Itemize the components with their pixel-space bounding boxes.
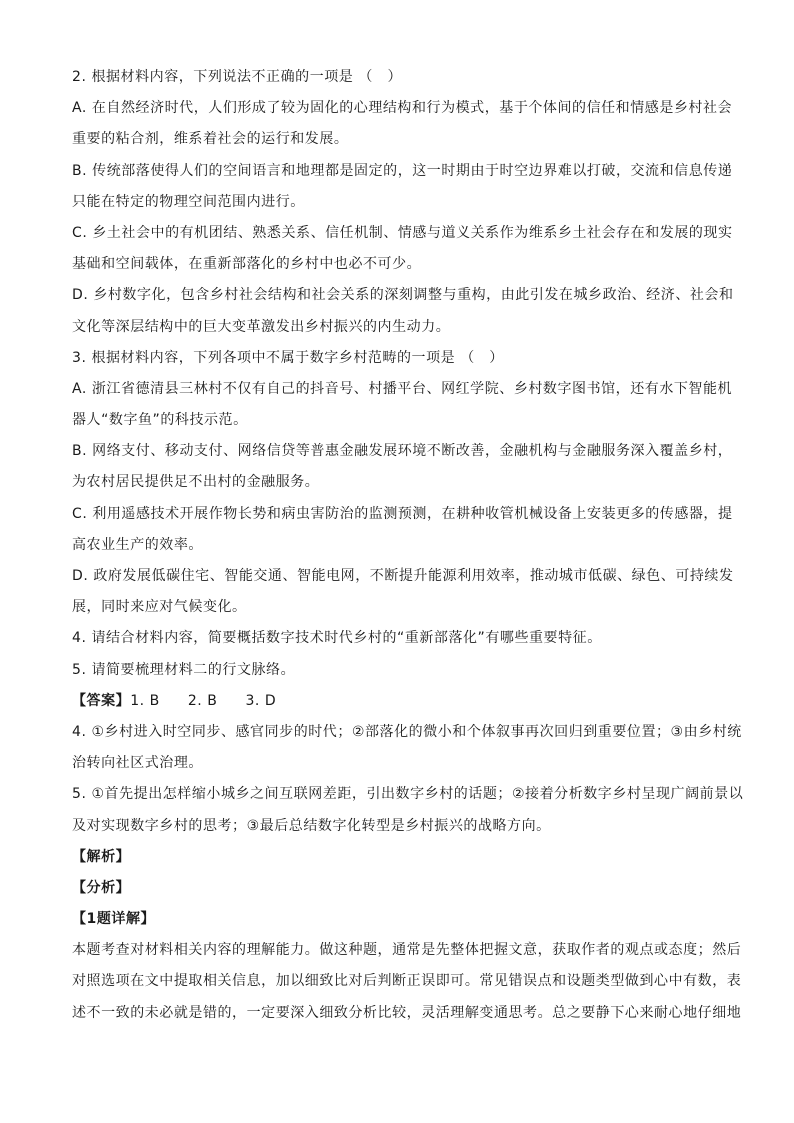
detail-1-line-1: 本题考查对材料相关内容的理解能力。做这种题，通常是先整体把握文意，获取作者的观点或态度；然后	[72, 942, 742, 959]
question-2-option-c-line-1: C. 乡土社会中的有机团结、熟悉关系、信任机制、情感与道义关系作为维系乡土社会存在和发展的现实	[72, 224, 733, 241]
question-3-option-c-line-1: C. 利用遥感技术开展作物长势和病虫害防治的监测预测，在耕种收管机械设备上安装更多的传感器，提	[72, 505, 733, 522]
question-3-option-c-line-2: 高农业生产的效率。	[72, 536, 203, 553]
answer-label: 【答案】	[72, 692, 131, 709]
question-3-option-a-line-2: 器人“数字鱼”的科技示范。	[72, 412, 248, 429]
answer-1: 1. B	[130, 692, 160, 709]
question-3-option-a-line-1: A. 浙江省德清县三林村不仅有自己的抖音号、村播平台、网红学院、乡村数字图书馆，还有水下智能机	[72, 380, 733, 397]
answer-5-line-1: 5. ①首先提出怎样缩小城乡之间互联网差距，引出数字乡村的话题；②接着分析数字乡村呈现广阔前景以	[72, 786, 744, 803]
detail-1-line-2: 对照选项在文中提取相关信息，加以细致比对后判断正误即可。常见错误点和设题类型做到心中有数，表	[72, 973, 742, 990]
question-5-stem: 5. 请简要梳理材料二的行文脉络。	[72, 661, 296, 678]
analysis-label: 【解析】	[72, 848, 131, 865]
answer-3: 3. D	[245, 692, 277, 709]
detail-1-line-3: 述不一致的未必就是错的，一定要深入细致分析比较，灵活理解变通思考。总之要静下心来耐心地仔细地	[72, 1004, 742, 1021]
detail-1-label: 【1题详解】	[72, 911, 156, 928]
answer-4-line-1: 4. ①乡村进入时空同步、感官同步的时代；②部落化的微小和个体叙事再次回归到重要位置；③由乡村统	[72, 723, 742, 740]
question-2-option-c-line-2: 基础和空间载体，在重新部落化的乡村中也必不可少。	[72, 256, 422, 273]
question-3-option-b-line-1: B. 网络支付、移动支付、网络信贷等普惠金融发展环境不断改善，金融机构与金融服务深入覆盖乡村，	[72, 443, 733, 460]
question-2-option-d-line-1: D. 乡村数字化，包含乡村社会结构和社会关系的深刻调整与重构，由此引发在城乡政治、经济、社会和	[72, 287, 734, 304]
question-2-option-a-line-1: A. 在自然经济时代，人们形成了较为固化的心理结构和行为模式，基于个体间的信任和情感是乡村社会	[72, 100, 733, 117]
question-2-option-b-line-2: 只能在特定的物理空间范围内进行。	[72, 193, 305, 210]
answer-5-line-2: 及对实现数字乡村的思考；③最后总结数字化转型是乡村振兴的战略方向。	[72, 817, 551, 834]
document-page	[72, 62, 744, 1029]
question-4-stem: 4. 请结合材料内容，简要概括数字技术时代乡村的“重新部落化”有哪些重要特征。	[72, 630, 602, 647]
answer-2: 2. B	[187, 692, 218, 709]
question-2-option-d-line-2: 文化等深层结构中的巨大变革激发出乡村振兴的内生动力。	[72, 318, 451, 335]
breakdown-label: 【分析】	[72, 879, 131, 896]
answer-row	[72, 686, 722, 717]
question-3-option-d-line-1: D. 政府发展低碳住宅、智能交通、智能电网，不断提升能源利用效率，推动城市低碳、绿色、可持续发	[72, 568, 734, 584]
question-2-option-a-line-2: 重要的粘合剂，维系着社会的运行和发展。	[72, 131, 349, 148]
question-2-option-b-line-1: B. 传统部落使得人们的空间语言和地理都是固定的，这一时期由于时空边界难以打破，交流和信息传递	[72, 162, 733, 179]
question-3-option-d-line-2: 展，同时来应对气候变化。	[72, 599, 247, 616]
question-2-stem: 2. 根据材料内容，下列说法不正确的一项是 （ ）	[72, 69, 403, 85]
question-3-stem: 3. 根据材料内容，下列各项中不属于数字乡村范畴的一项是 （ ）	[72, 349, 504, 366]
question-3-option-b-line-2: 为农村居民提供足不出村的金融服务。	[72, 474, 320, 491]
answer-4-line-2: 治转向社区式治理。	[72, 755, 203, 772]
